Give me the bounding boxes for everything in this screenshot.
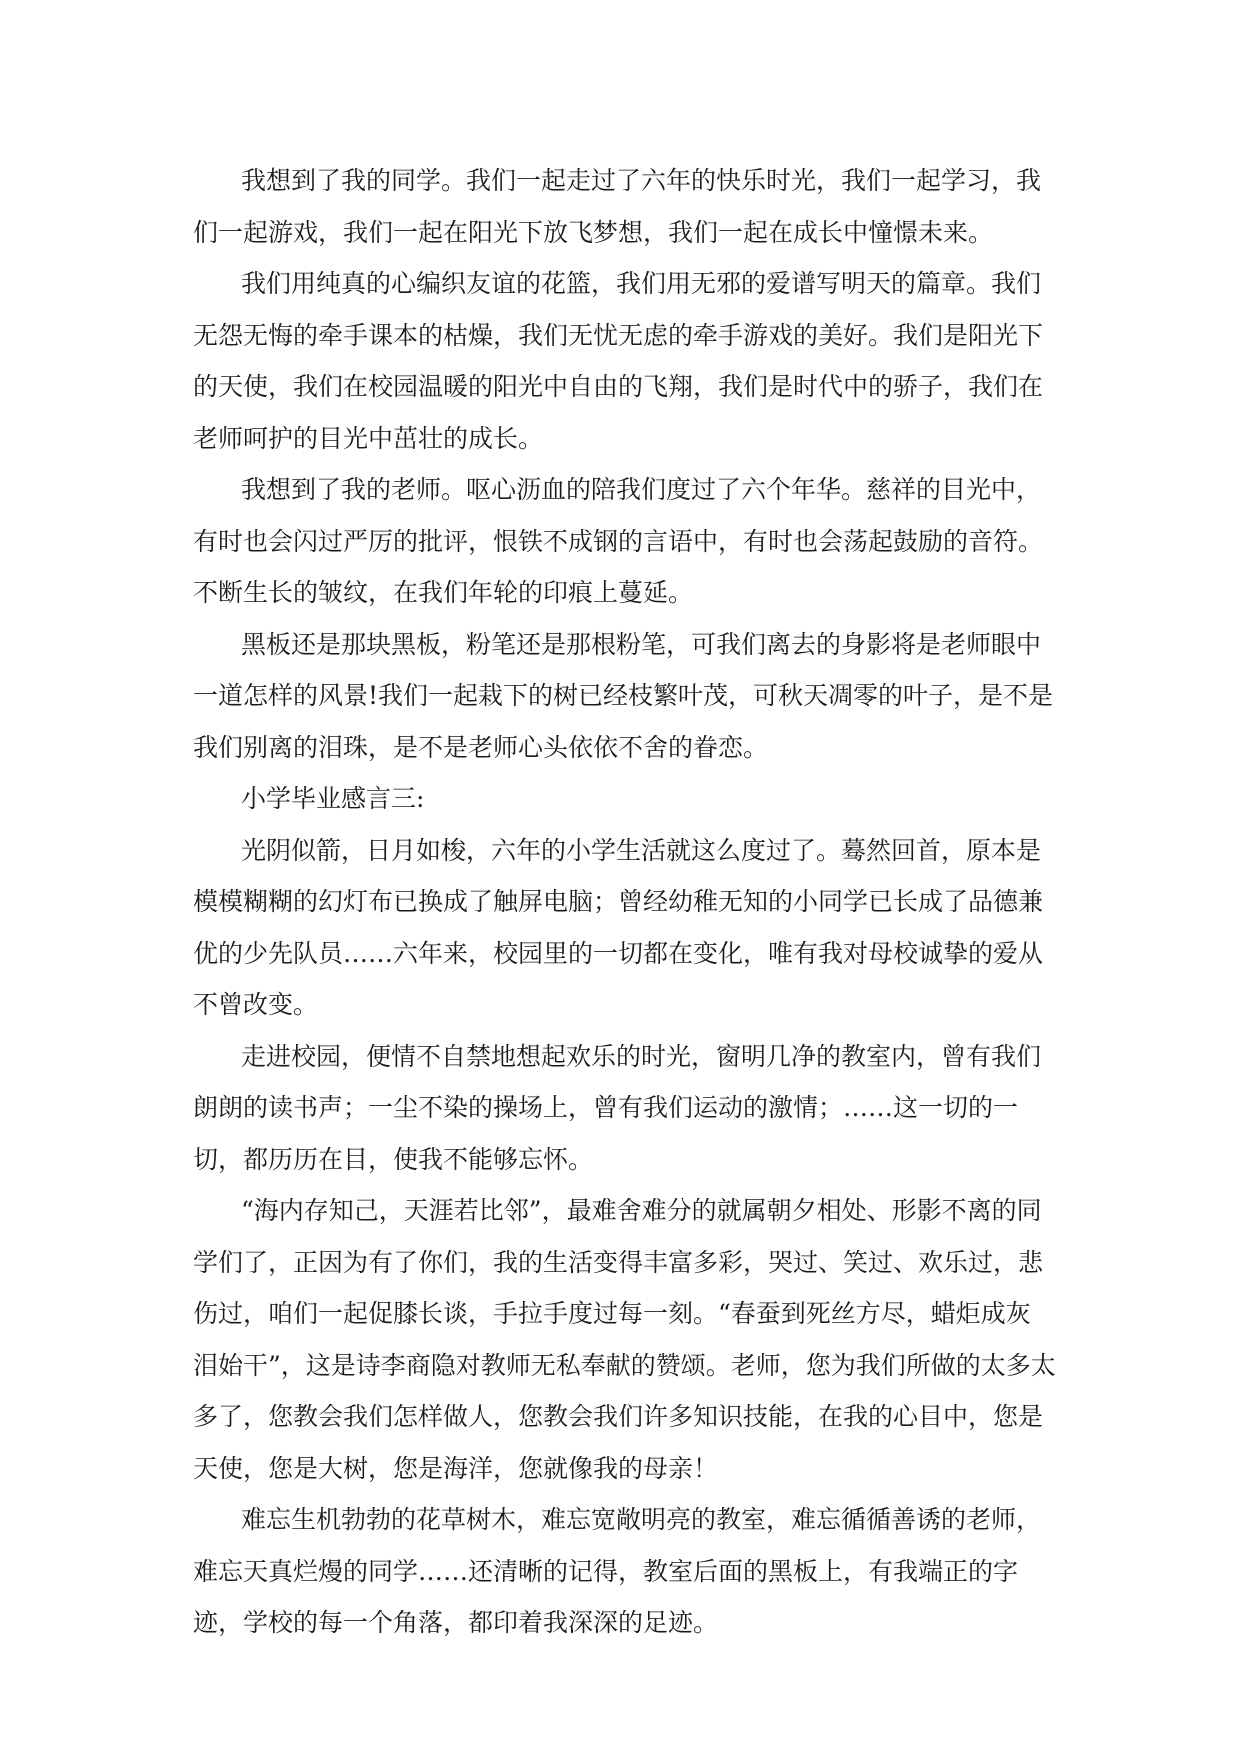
text-line: 朗朗的读书声；一尘不染的操场上，曾有我们运动的激情；……这一切的一 <box>193 1093 1019 1122</box>
text-line: 难忘生机勃勃的花草树木，难忘宽敞明亮的教室，难忘循循善诱的老师， <box>241 1505 1042 1534</box>
text-line: 有时也会闪过严厉的批评，恨铁不成钢的言语中，有时也会荡起鼓励的音符。 <box>193 526 1044 556</box>
text-line: 不断生长的皱纹，在我们年轮的印痕上蔓延。 <box>193 578 694 607</box>
text-line: 小学毕业感言三: <box>241 784 425 813</box>
text-line: 我想到了我的老师。呕心沥血的陪我们度过了六个年华。慈祥的目光中， <box>241 475 1042 504</box>
text-line: 黑板还是那块黑板，粉笔还是那根粉笔，可我们离去的身影将是老师眼中 <box>241 629 1042 659</box>
text-line: 切，都历历在目，使我不能够忘怀。 <box>193 1144 594 1174</box>
text-line: 伤过，咱们一起促膝长谈，手拉手度过每一刻。“春蚕到死丝方尽，蜡炬成灰 <box>193 1299 1031 1328</box>
text-line: 的天使，我们在校园温暖的阳光中自由的飞翔，我们是时代中的骄子，我们在 <box>193 372 1044 401</box>
text-line: 无怨无悔的牵手课本的枯燥，我们无忧无虑的牵手游戏的美好。我们是阳光下 <box>193 320 1044 350</box>
text-line: 我们用纯真的心编织友谊的花篮，我们用无邪的爱谱写明天的篇章。我们 <box>241 269 1042 298</box>
document-body <box>193 155 1056 1649</box>
text-line: “海内存知己，天涯若比邻”，最难舍难分的就属朝夕相处、形影不离的同 <box>241 1196 1042 1225</box>
text-line: 迹，学校的每一个角落，都印着我深深的足迹。 <box>193 1608 719 1637</box>
text-line: 不曾改变。 <box>193 990 319 1019</box>
text-line: 我想到了我的同学。我们一起走过了六年的快乐时光，我们一起学习，我 <box>241 166 1042 195</box>
text-line: 我们别离的泪珠，是不是老师心头依依不舍的眷恋。 <box>193 732 769 762</box>
text-line: 天使，您是大树，您是海洋，您就像我的母亲！ <box>193 1453 719 1483</box>
text-line: 难忘天真烂熳的同学……还清晰的记得，教室后面的黑板上，有我端正的字 <box>193 1556 1019 1586</box>
text-line: 们一起游戏，我们一起在阳光下放飞梦想，我们一起在成长中憧憬未来。 <box>193 217 994 247</box>
text-line: 走进校园，便情不自禁地想起欢乐的时光，窗明几净的教室内，曾有我们 <box>241 1041 1042 1071</box>
text-line: 一道怎样的风景!我们一起栽下的树已经枝繁叶茂，可秋天凋零的叶子，是不是 <box>193 681 1054 710</box>
text-line: 学们了，正因为有了你们，我的生活变得丰富多彩，哭过、笑过、欢乐过，悲 <box>193 1247 1044 1277</box>
text-line: 泪始干”，这是诗李商隐对教师无私奉献的赞颂。老师，您为我们所做的太多太 <box>193 1350 1056 1380</box>
text-line: 优的少先队员……六年来，校园里的一切都在变化，唯有我对母校诚挚的爱从 <box>193 938 1044 968</box>
text-line: 模模糊糊的幻灯布已换成了触屏电脑；曾经幼稚无知的小同学已长成了品德兼 <box>193 887 1044 916</box>
text-line: 老师呵护的目光中茁壮的成长。 <box>193 423 544 453</box>
text-line: 光阴似箭，日月如梭，六年的小学生活就这么度过了。蓦然回首，原本是 <box>241 835 1042 865</box>
text-line: 多了，您教会我们怎样做人，您教会我们许多知识技能，在我的心目中，您是 <box>193 1402 1044 1431</box>
